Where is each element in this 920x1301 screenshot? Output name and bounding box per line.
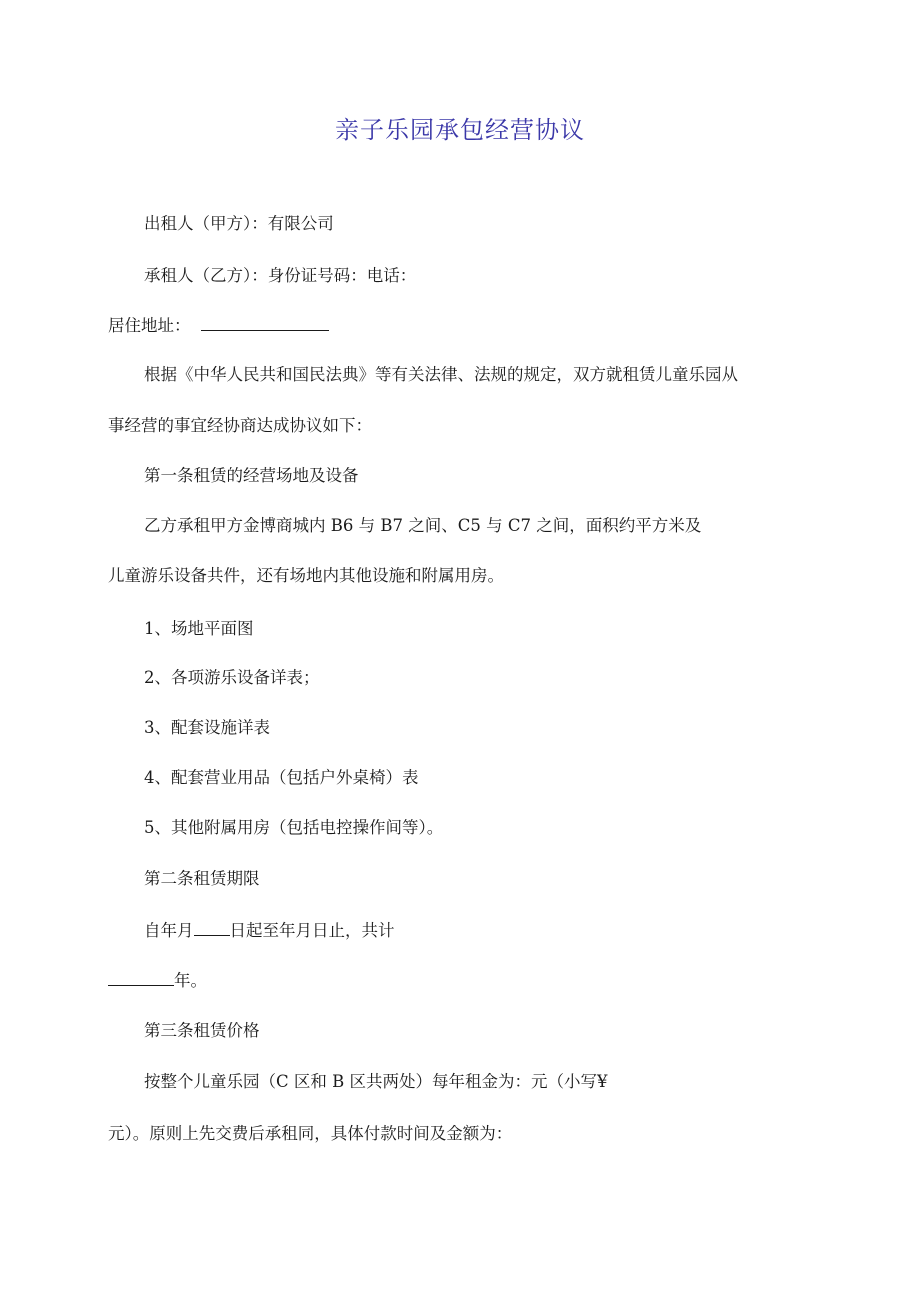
term-suffix: 日起至年月日止，共计: [229, 921, 395, 940]
lessee-line: 承租人（乙方）：身份证号码：电话：: [144, 266, 417, 285]
term-unit: 年。: [174, 971, 207, 990]
term-line: [144, 920, 395, 942]
preamble-line-2: 事经营的事宜经协商达成协议如下：: [108, 416, 372, 435]
preamble-line-1: 根据《中华人民共和国民法典》等有关法律、法规的规定，双方就租赁儿童乐园从: [144, 365, 738, 384]
article3-heading: 第三条租赁价格: [144, 1021, 260, 1040]
attachment-item-1: 1、场地平面图: [144, 619, 254, 638]
term-years-line: [108, 970, 207, 992]
document-title: 亲子乐园承包经营协议: [335, 116, 585, 144]
term-prefix: 自年月: [144, 921, 194, 940]
attachment-item-4: 4、配套营业用品（包括户外桌椅）表: [144, 768, 419, 787]
term-day-blank: [194, 921, 230, 936]
attachment-item-3: 3、配套设施详表: [144, 718, 270, 737]
price-text-line-2: 元）。原则上先交费后承租同，具体付款时间及金额为：: [108, 1124, 513, 1143]
attachment-item-5: 5、其他附属用房（包括电控操作间等）。: [144, 818, 444, 837]
address-label: 居住地址：: [108, 316, 191, 335]
lessor-line: 出租人（甲方）：有限公司: [144, 214, 334, 233]
price-text-line-1: 按整个儿童乐园（C 区和 B 区共两处）每年租金为：元（小写¥: [144, 1072, 608, 1091]
attachment-item-2: 2、各项游乐设备详表；: [144, 668, 320, 687]
article1-heading: 第一条租赁的经营场地及设备: [144, 466, 359, 485]
term-years-blank: [108, 971, 174, 986]
article1-text-line-2: 儿童游乐设备共件，还有场地内其他设施和附属用房。: [108, 566, 504, 585]
article1-text-line-1: 乙方承租甲方金博商城内 B6 与 B7 之间、C5 与 C7 之间，面积约平方米及: [144, 516, 702, 535]
article2-heading: 第二条租赁期限: [144, 869, 260, 888]
address-blank: [201, 316, 329, 331]
address-line: [108, 315, 329, 337]
